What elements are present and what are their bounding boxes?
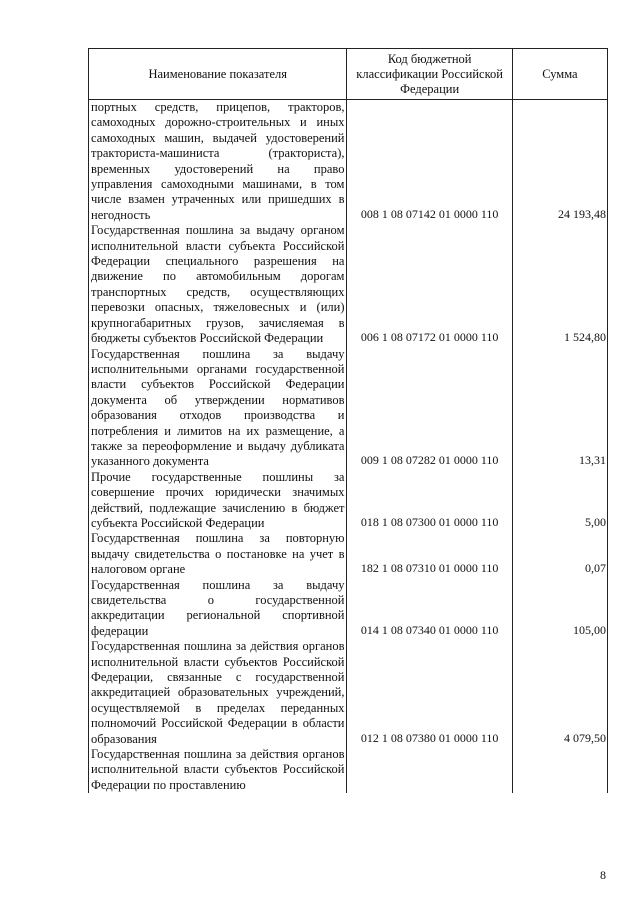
row-sum	[512, 747, 607, 793]
row-sum: 1 524,80	[512, 223, 607, 346]
header-sum: Сумма	[512, 49, 607, 100]
budget-table	[88, 48, 608, 793]
table-row	[89, 347, 608, 470]
row-name: Государственная пошлина за выдачу исполнительными органами государственной власти субъектов Российской Федерации документа об утверждении нормативов образования отходов производства и потребления и лимитов на их размещение, а также за переоформление и выдачу дубликата указанного документа	[89, 347, 347, 470]
row-sum: 4 079,50	[512, 639, 607, 747]
row-sum: 5,00	[512, 470, 607, 532]
row-code: 182 1 08 07310 01 0000 110	[347, 531, 512, 577]
row-name: Государственная пошлина за выдачу свидетельства о государственной аккредитации региональной спортивной федерации	[89, 578, 347, 640]
row-code: 009 1 08 07282 01 0000 110	[347, 347, 512, 470]
table-row	[89, 578, 608, 640]
page-number: 8	[600, 868, 606, 882]
row-code: 006 1 08 07172 01 0000 110	[347, 223, 512, 346]
row-name: Государственная пошлина за выдачу органом исполнительной власти субъекта Российской Федерации специального разрешения на движение по автомобильным дорогам транспортных средств, осуществляющих перевозки опасных, тяжеловесных и (или) крупногабаритных грузов, зачисляемая в бюджеты субъектов Российской Федерации	[89, 223, 347, 346]
table-row	[89, 470, 608, 532]
row-code: 018 1 08 07300 01 0000 110	[347, 470, 512, 532]
table-header-row	[89, 49, 608, 100]
row-code: 012 1 08 07380 01 0000 110	[347, 639, 512, 747]
row-name: Государственная пошлина за действия органов исполнительной власти субъектов Российской Федерации по проставлению	[89, 747, 347, 793]
row-name: Прочие государственные пошлины за совершение прочих юридически значимых действий, подлежащие зачислению в бюджет субъекта Российской Федерации	[89, 470, 347, 532]
row-code	[347, 747, 512, 793]
header-code: Код бюджетной классификации Российской Федерации	[347, 49, 512, 100]
header-name: Наименование показателя	[89, 49, 347, 100]
row-code: 014 1 08 07340 01 0000 110	[347, 578, 512, 640]
table-row	[89, 531, 608, 577]
row-sum: 13,31	[512, 347, 607, 470]
row-sum: 105,00	[512, 578, 607, 640]
table-row	[89, 223, 608, 346]
row-name: Государственная пошлина за действия органов исполнительной власти субъектов Российской Федерации, связанные с государственной аккредитацией образовательных учреждений, осуществляемой в пределах переданных полномочий Российской Федерации в области образования	[89, 639, 347, 747]
row-name: портных средств, прицепов, тракторов, самоходных дорожно-строительных и иных самоходных машин, выдачей удостоверений тракториста-машиниста (тракториста), временных удостоверений на право управления самоходными машинами, в том числе взамен утраченных или пришедших в негодность	[89, 100, 347, 224]
table-row	[89, 639, 608, 747]
table-row	[89, 747, 608, 793]
row-sum: 0,07	[512, 531, 607, 577]
table-row	[89, 100, 608, 224]
row-name: Государственная пошлина за повторную выдачу свидетельства о постановке на учет в налоговом органе	[89, 531, 347, 577]
row-sum: 24 193,48	[512, 100, 607, 224]
row-code: 008 1 08 07142 01 0000 110	[347, 100, 512, 224]
